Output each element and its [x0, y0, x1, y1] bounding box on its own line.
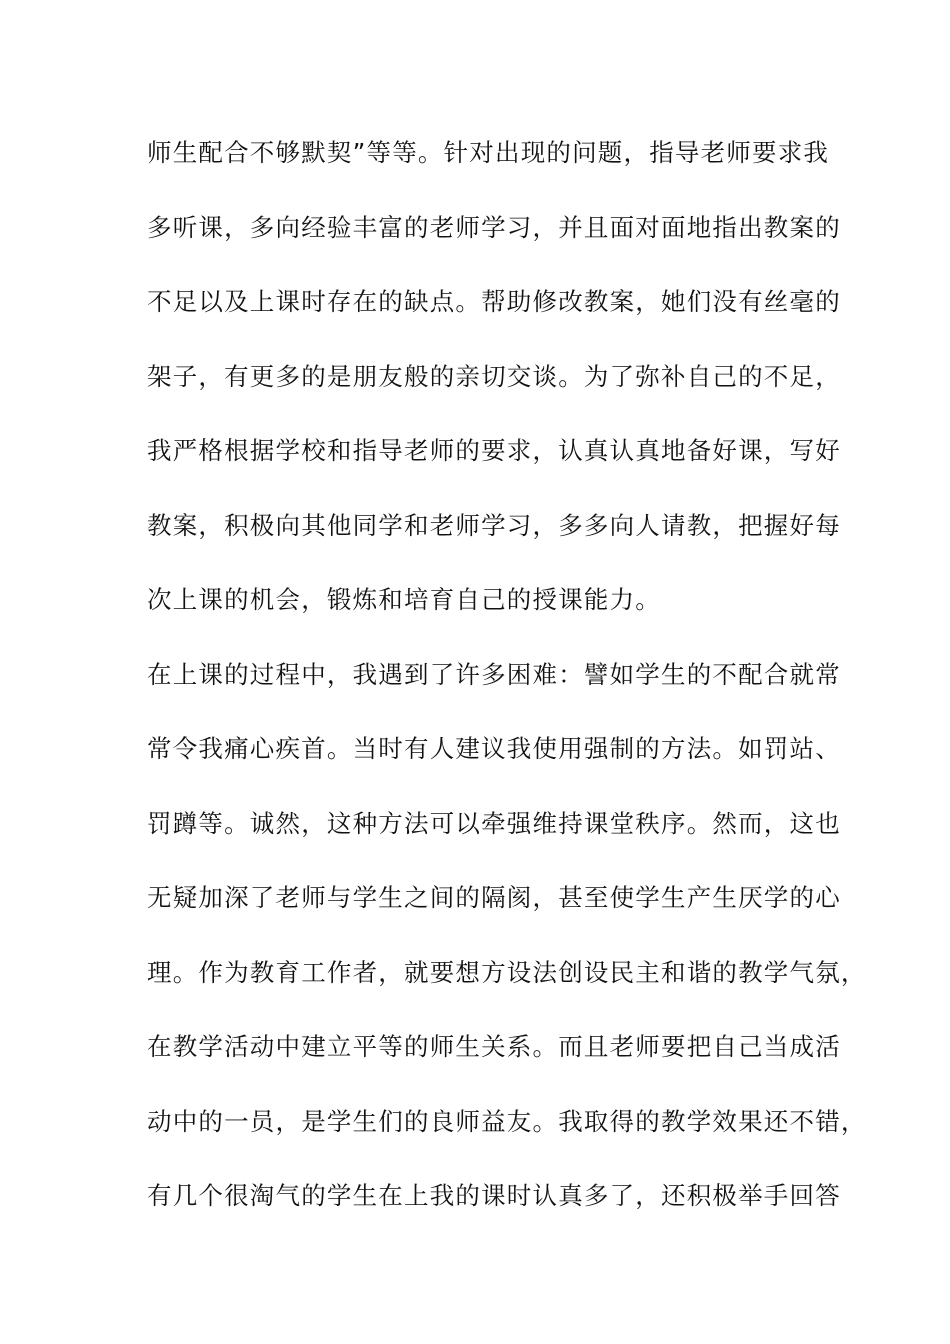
- body-text: [147, 132, 867, 1250]
- text-line: 罚蹲等。诚然，这种方法可以牵强维持课堂秩序。然而，这也: [147, 808, 841, 838]
- text-line: 次上课的机会，锻炼和培育自己的授课能力。: [147, 585, 661, 614]
- text-line: 有几个很淘气的学生在上我的课时认真多了，还积极举手回答: [147, 1181, 841, 1210]
- text-line: 动中的一员，是学生们的良师益友。我取得的教学效果还不错，: [147, 1106, 867, 1136]
- text-line: 无疑加深了老师与学生之间的隔阂，甚至使学生产生厌学的心: [147, 883, 841, 912]
- text-line: 我严格根据学校和指导老师的要求，认真认真地备好课，写好: [147, 436, 841, 465]
- text-line: 理。作为教育工作者，就要想方设法创设民主和谐的教学气氛，: [147, 957, 867, 987]
- text-line: 在上课的过程中，我遇到了许多困难：譬如学生的不配合就常: [147, 659, 841, 689]
- text-line: 在教学活动中建立平等的师生关系。而且老师要把自己当成活: [147, 1032, 841, 1061]
- text-line: 多听课，多向经验丰富的老师学习，并且面对面地指出教案的: [147, 212, 841, 242]
- text-line: 师生配合不够默契”等等。针对出现的问题，指导老师要求我: [147, 138, 830, 167]
- text-line: 不足以及上课时存在的缺点。帮助修改教案，她们没有丝毫的: [147, 287, 841, 316]
- text-line: 架子，有更多的是朋友般的亲切交谈。为了弥补自己的不足，: [147, 361, 841, 391]
- text-line: 教案，积极向其他同学和老师学习，多多向人请教，把握好每: [147, 510, 841, 540]
- text-line: 常令我痛心疾首。当时有人建议我使用强制的方法。如罚站、: [147, 734, 841, 763]
